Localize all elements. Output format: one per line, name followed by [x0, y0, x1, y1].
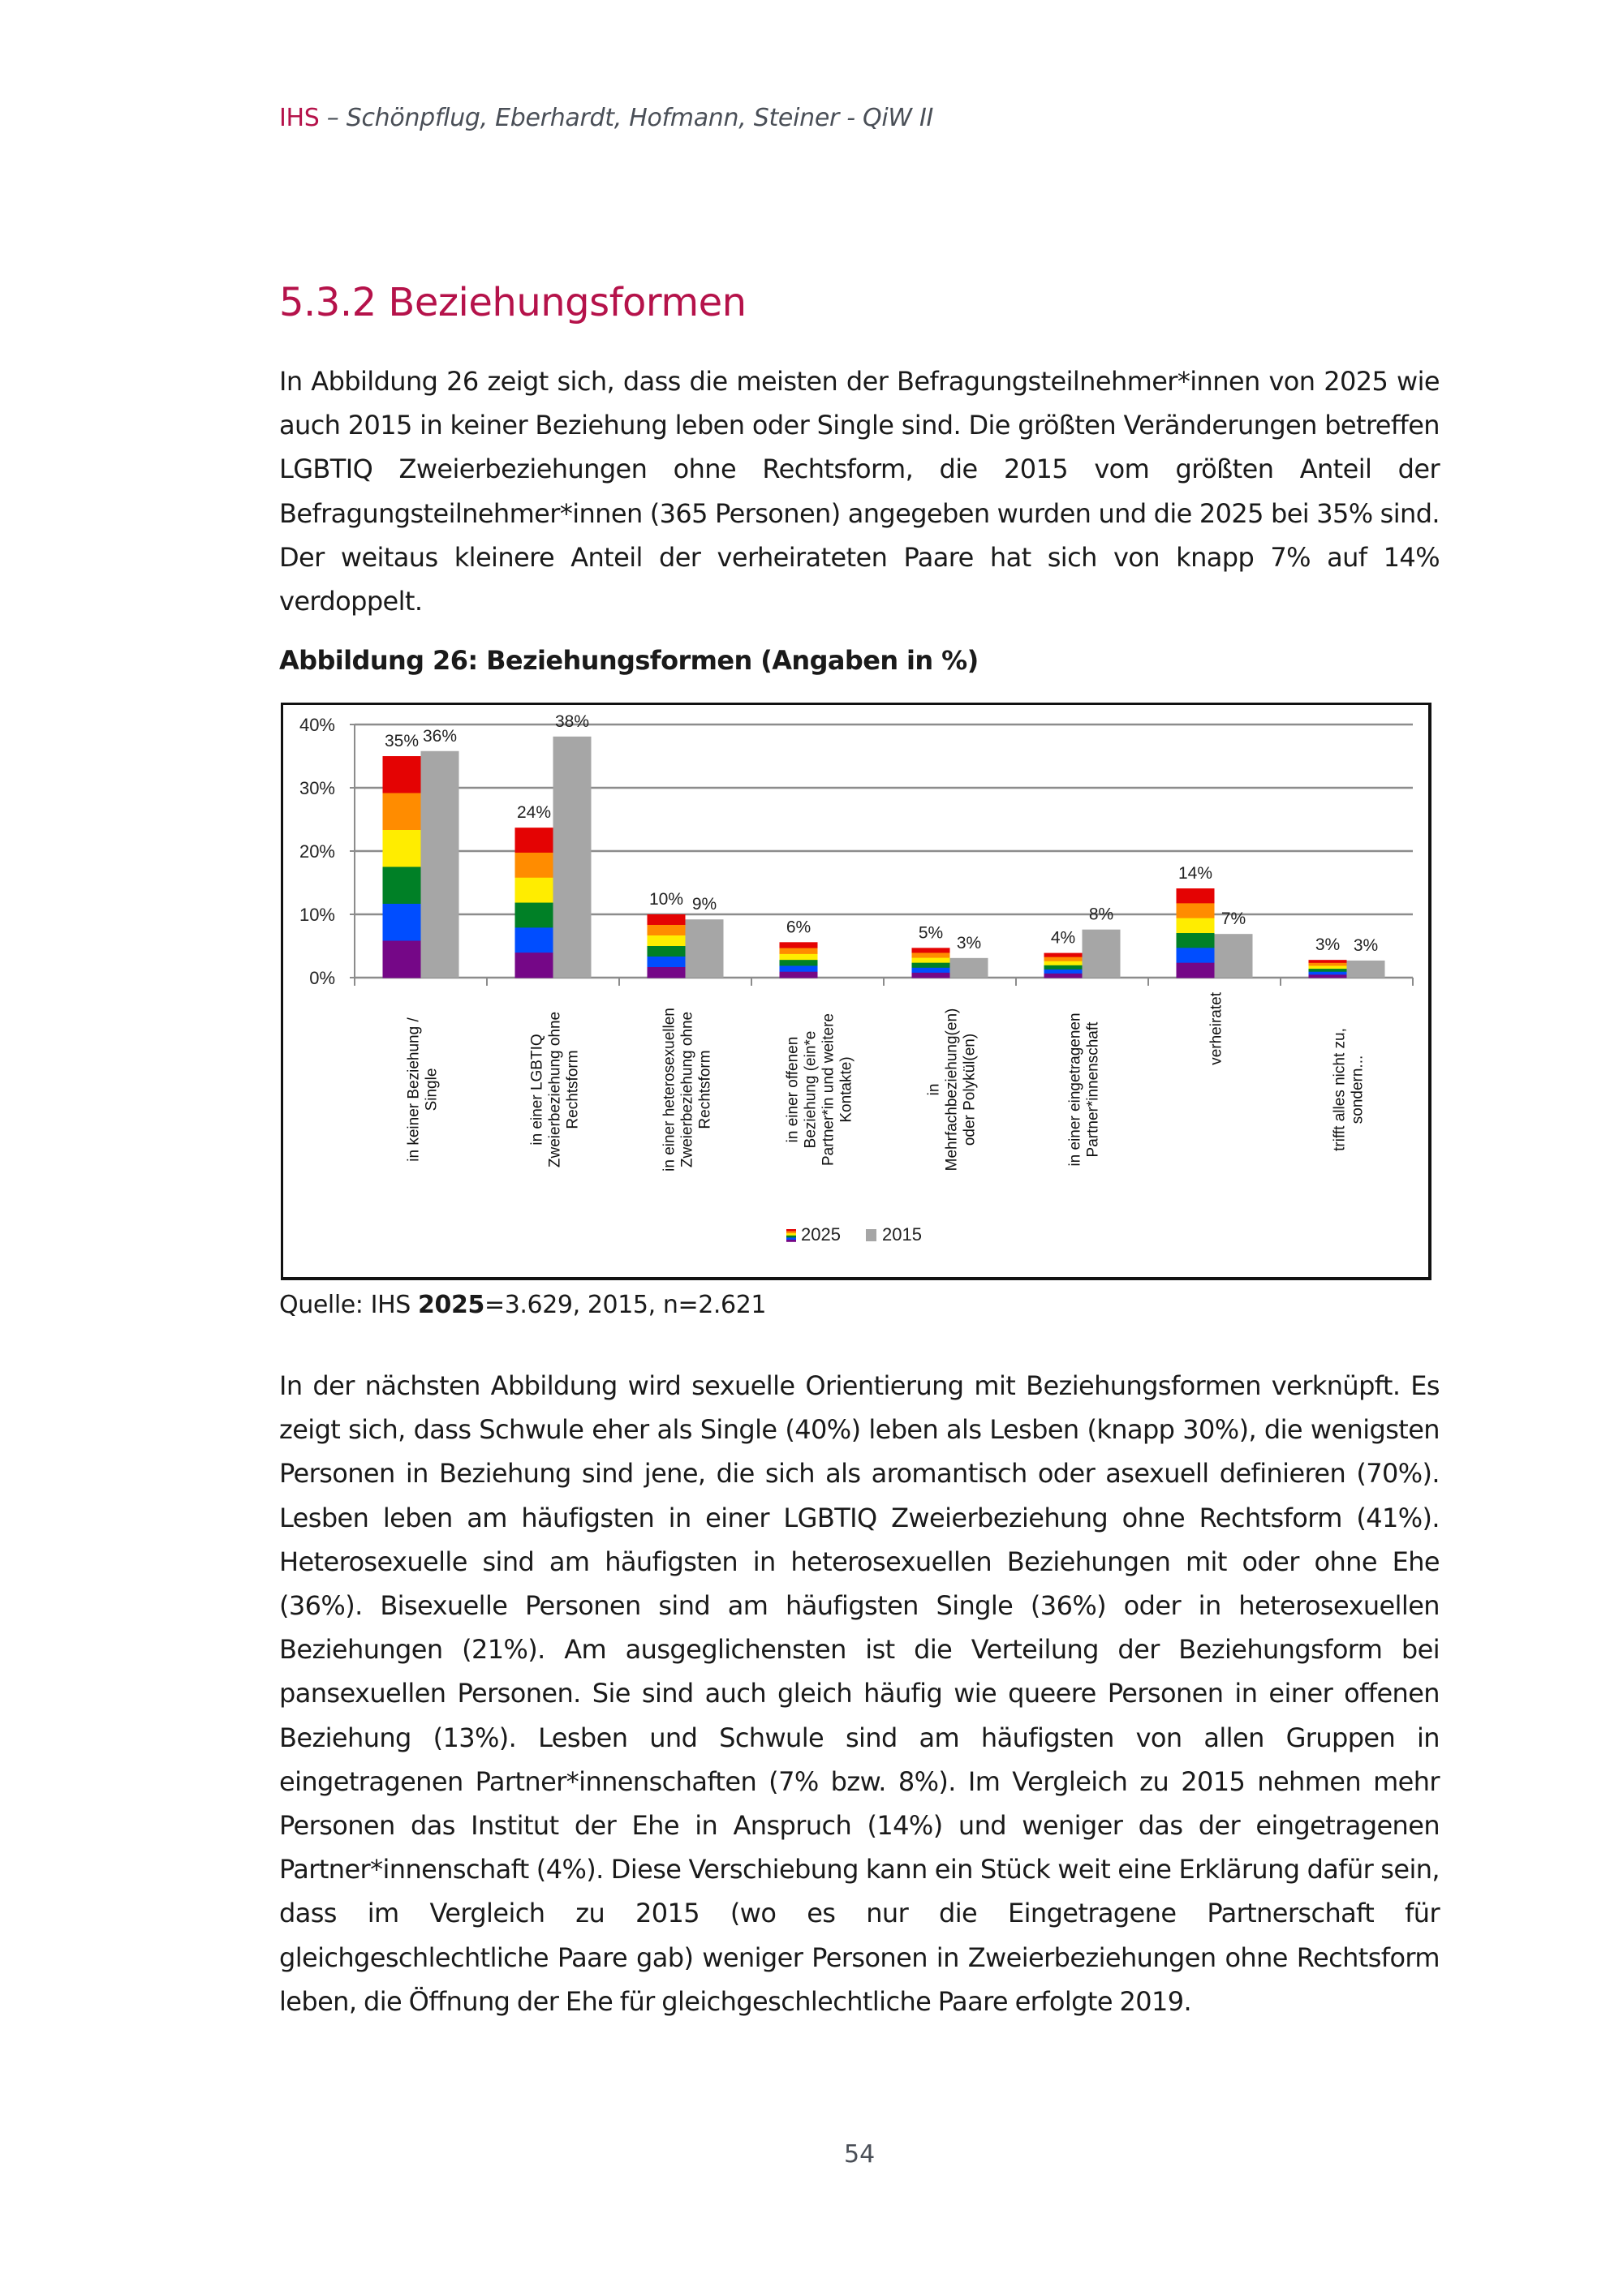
x-category-label: verheiratet — [1208, 992, 1225, 1065]
bar-2015 — [686, 919, 724, 978]
x-category-label: Mehrfachbeziehung(en) — [943, 1008, 961, 1172]
chart-frame — [281, 703, 1431, 1280]
bar-2015 — [1347, 961, 1385, 978]
bar-2025-band — [912, 968, 950, 974]
y-tick-label: 10% — [299, 905, 335, 925]
data-label-2015: 3% — [1353, 935, 1379, 955]
data-label-2015: 9% — [691, 895, 717, 914]
y-tick-label: 20% — [299, 841, 335, 862]
bar-2025-band — [648, 935, 686, 947]
data-label-2015: 38% — [554, 712, 590, 731]
bar-2025-band — [648, 967, 686, 978]
body-paragraph-intro: In Abbildung 26 zeigt sich, dass die meisten der Befragungsteilnehmer*innen von 2025 wie auch 2015 in keiner Beziehung leben oder Single sind. Die größten Veränderungen betreffen LGBTIQ Zweierbeziehungen ohne Rechtsform, die 2015 vom größten Anteil der Befragungsteilnehmer*innen (365 Personen) angegeben wurden und die 2025 bei 35% sind. Der weitaus kleinere Anteil der verheirateten Paare hat sich von knapp 7% auf 14% verdoppelt. — [279, 366, 1440, 617]
bar-2025-band — [648, 957, 686, 968]
bar-2025-band — [515, 878, 553, 903]
x-category-label: in keiner Beziehung / — [405, 1017, 423, 1162]
bar-2025-band — [1309, 965, 1347, 969]
data-label-2015: 8% — [1088, 905, 1114, 924]
bar-2025-band — [780, 965, 818, 972]
legend-swatch-2025-band — [786, 1236, 796, 1238]
legend-swatch-2025-band — [786, 1232, 796, 1234]
data-label-2025: 5% — [918, 923, 944, 943]
bar-2025-band — [1044, 961, 1083, 966]
figure-source — [279, 1291, 766, 1319]
bar-2025-band — [383, 756, 421, 793]
data-label-2025: 4% — [1050, 928, 1076, 948]
bar-chart — [283, 705, 1428, 1277]
bar-2025-band — [383, 793, 421, 831]
bar-2025-band — [1044, 970, 1083, 974]
x-category-label: trifft alles nicht zu, — [1331, 1028, 1349, 1151]
bar-2015 — [421, 751, 459, 978]
body-paragraph-orientation: In der nächsten Abbildung wird sexuelle Orientierung mit Beziehungsformen verknüpft. Es zeigt sich, dass Schwule eher als Single (40%) leben als Lesben (knapp 30%), die wenigsten Personen in Beziehung sind jene, die sich als aromantisch oder asexuell definieren (70%). Lesben leben am häufigsten in einer LGBTIQ Zweierbeziehung ohne Rechtsform (41%). Heterosexuelle sind am häufigsten in heterosexuellen Beziehungen mit oder ohne Ehe (36%). Bisexuelle Personen sind am häufigsten Single (36%) oder in heterosexuellen Beziehungen (21%). Am ausgeglichensten ist die Verteilung der Beziehungsform bei pansexuellen Personen. Sie sind auch gleich häufig wie queere Personen in einer offenen Beziehung (13%). Lesben und Schwule sind am häufigsten von allen Gruppen in eingetragenen Partner*innenschaften (7% bzw. 8%). Im Vergleich zu 2015 nehmen mehr Personen das Institut der Ehe in Anspruch (14%) und weniger das der eingetragenen Partner*innenschaft (4%). Diese Verschiebung kann ein Stück weit eine Erklärung dafür sein, dass im Vergleich zu 2015 (wo es nur die Eingetragene Partnerschaft für gleichgeschlechtliche Paare gab) weniger Personen in Zweierbeziehungen ohne Rechtsform leben, die Öffnung der Ehe für gleichgeschlechtliche Paare erfolgte 2019. — [279, 1370, 1440, 2017]
bar-2025-band — [1309, 974, 1347, 978]
y-tick-label: 0% — [309, 968, 335, 988]
section-title: 5.3.2 Beziehungsformen — [279, 280, 747, 325]
bar-2025-band — [1177, 948, 1215, 963]
bar-2025-band — [383, 904, 421, 941]
figure-caption: Abbildung 26: Beziehungsformen (Angaben in %) — [279, 645, 979, 676]
x-category-label: Kontakte) — [837, 1056, 855, 1123]
running-header — [279, 104, 933, 132]
bar-2025-band — [780, 942, 818, 948]
x-category-label: Rechtsform — [564, 1050, 582, 1129]
x-category-label: Beziehung (ein*e — [802, 1030, 820, 1149]
x-category-label: in einer heterosexuellen — [661, 1008, 678, 1172]
x-category-label: in — [925, 1083, 943, 1096]
source-year-bold: 2025 — [418, 1291, 484, 1319]
bar-2025-band — [1177, 963, 1215, 978]
x-category-label: Partner*innenschaft — [1084, 1021, 1102, 1158]
bar-2025-band — [515, 828, 553, 853]
legend-swatch-2015 — [866, 1229, 876, 1241]
data-label-2025: 24% — [516, 803, 552, 823]
bar-2025-band — [1044, 965, 1083, 970]
bar-2025-band — [515, 952, 553, 978]
bar-2025-band — [1177, 918, 1215, 934]
x-category-label: Zweierbeziehung ohne — [546, 1011, 564, 1168]
data-label-2025: 14% — [1177, 864, 1213, 884]
bar-2025-band — [1044, 953, 1083, 958]
page-number: 54 — [844, 2140, 876, 2169]
bar-2025-band — [912, 973, 950, 978]
source-prefix: Quelle: IHS — [279, 1291, 419, 1319]
bar-2025-band — [383, 941, 421, 978]
header-authors: – Schönpflug, Eberhardt, Hofmann, Steiner - QiW II — [319, 104, 934, 132]
bar-2025-band — [1177, 903, 1215, 918]
bar-2025-band — [1177, 933, 1215, 948]
legend-swatch-2025-band — [786, 1233, 796, 1236]
bar-2015 — [1215, 934, 1253, 978]
x-category-label: sondern... — [1349, 1055, 1367, 1124]
bar-2025-band — [383, 830, 421, 867]
data-label-2015: 36% — [422, 726, 458, 746]
legend-swatch-2025-band — [786, 1229, 796, 1232]
data-label-2025: 10% — [648, 890, 684, 909]
legend-label-2015: 2015 — [882, 1224, 922, 1245]
header-brand: IHS — [279, 104, 320, 132]
bar-2025-band — [1309, 969, 1347, 972]
bar-2025-band — [648, 914, 686, 926]
data-label-2025: 35% — [384, 732, 420, 750]
bar-2025-band — [383, 867, 421, 905]
x-category-label: in einer offenen — [784, 1036, 802, 1143]
bar-2015 — [950, 958, 988, 978]
bar-2025-band — [780, 954, 818, 961]
y-tick-label: 30% — [299, 778, 335, 798]
data-label-2015: 7% — [1220, 909, 1246, 929]
bar-2025-band — [780, 960, 818, 966]
bar-2025-band — [1044, 974, 1083, 978]
bar-2025-band — [515, 903, 553, 928]
bar-2025-band — [780, 948, 818, 955]
bar-2025-band — [780, 972, 818, 978]
x-category-label: Single — [423, 1068, 441, 1111]
legend-swatch-2025-band — [786, 1240, 796, 1242]
bar-2025-band — [1309, 963, 1347, 966]
bar-2015 — [553, 737, 592, 978]
legend-swatch-2025-band — [786, 1237, 796, 1240]
bar-2025-band — [648, 925, 686, 936]
bar-2025-band — [1177, 888, 1215, 904]
bar-2025-band — [912, 952, 950, 958]
data-label-2025: 3% — [1315, 935, 1341, 955]
bar-2025-band — [1309, 960, 1347, 963]
legend-label-2025: 2025 — [801, 1224, 841, 1245]
x-category-label: Rechtsform — [696, 1050, 714, 1129]
source-suffix: =3.629, 2015, n=2.621 — [484, 1291, 767, 1319]
bar-2025-band — [912, 963, 950, 969]
data-label-2015: 3% — [956, 933, 982, 952]
x-category-label: Zweierbeziehung ohne — [678, 1011, 696, 1168]
x-category-label: Partner*in und weitere — [820, 1013, 837, 1166]
x-category-label: in einer eingetragenen — [1066, 1013, 1084, 1167]
bar-2025-band — [1309, 972, 1347, 975]
y-tick-label: 40% — [299, 715, 335, 735]
bar-2025-band — [912, 948, 950, 953]
bar-2025-band — [1044, 957, 1083, 962]
x-category-label: in einer LGBTIQ — [528, 1034, 546, 1146]
data-label-2025: 6% — [786, 918, 812, 937]
bar-2025-band — [515, 853, 553, 878]
bar-2015 — [1083, 930, 1121, 978]
bar-2025-band — [515, 927, 553, 952]
x-category-label: oder Polykül(en) — [961, 1033, 979, 1146]
bar-2025-band — [912, 958, 950, 964]
bar-2025-band — [648, 946, 686, 957]
